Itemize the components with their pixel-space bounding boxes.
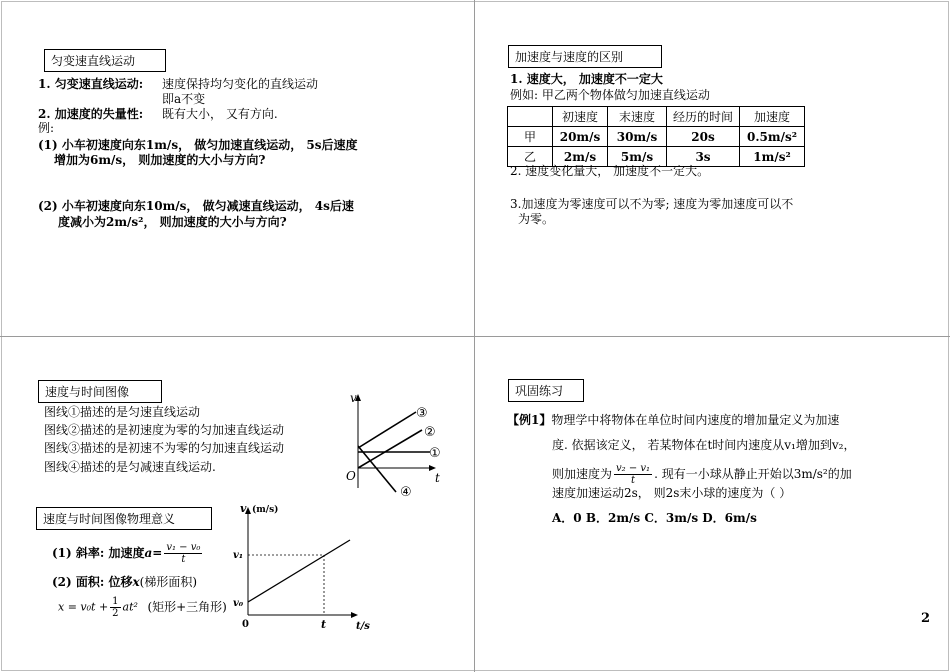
vt-graph-2 <box>228 500 388 634</box>
tl-title: 匀变速直线运动 <box>44 49 166 72</box>
br-p3-fraction <box>614 463 652 486</box>
table-row <box>508 127 805 147</box>
tl-q1b: 增加为6m/s， 则加速度的大小与方向? <box>54 153 266 167</box>
graph2-t-unit: t/s <box>356 621 370 632</box>
tr-l2: 例如: 甲乙两个物体做匀加速直线运动 <box>510 88 710 102</box>
slope-num: v₁ − v₀ <box>166 542 201 553</box>
tr-l4b: 为零。 <box>518 212 555 226</box>
tl-q2a: (2) 小车初速度向东10m/s， 做匀减速直线运动， 4s后速 <box>38 199 354 213</box>
tl-q1a: (1) 小车初速度向东1m/s， 做匀加速直线运动， 5s后速度 <box>38 138 358 152</box>
area-frac-den: 2 <box>112 608 119 619</box>
area-x-var: x <box>132 575 140 589</box>
table-cell: 2m/s <box>553 147 608 167</box>
tl-q2b: 度减小为2m/s²， 则加速度的大小与方向? <box>58 215 287 229</box>
acceleration-table <box>507 106 805 167</box>
tr-l4a: 3.加速度为零速度可以不为零; 速度为零加速度可以不 <box>510 197 794 211</box>
area-line <box>52 575 197 590</box>
slope-eq: = <box>152 546 163 560</box>
tl-l3: 例: <box>38 121 55 135</box>
br-p2: 度. 依据该定义， 若某物体在t时间内速度从v₁增加到v₂， <box>552 438 856 452</box>
table-cell: 经历的时间 <box>667 107 740 127</box>
bl-title2: 速度与时间图像物理意义 <box>36 507 212 530</box>
br-ex-tag: 【例1】 <box>507 413 552 427</box>
table-cell: 5m/s <box>608 147 667 167</box>
horizontal-divider <box>0 336 950 337</box>
line-3 <box>358 412 416 448</box>
bl-item-2: 图线②描述的是初速度为零的匀加速直线运动 <box>44 423 285 437</box>
tl-l1c: 即a不变 <box>162 92 206 106</box>
slope-fraction <box>164 542 202 565</box>
tr-l1: 1. 速度大， 加速度不一定大 <box>510 72 663 86</box>
graph1-label-3: ③ <box>416 406 428 421</box>
velocity-line <box>248 540 350 602</box>
graph2-v-unit: (m/s) <box>252 505 279 515</box>
table-cell: 甲 <box>508 127 553 147</box>
graph2-v1-label: v₁ <box>233 550 244 561</box>
bl-item-4: 图线④描述的是匀减速直线运动. <box>44 460 216 474</box>
br-options: A．0 B．2m/s C．3m/s D．6m/s <box>552 511 757 525</box>
slope-line <box>52 542 204 565</box>
table-cell: 30m/s <box>608 127 667 147</box>
table-cell: 0.5m/s² <box>740 127 805 147</box>
graph2-t-mark: t <box>321 618 327 631</box>
vt-graph-1 <box>340 388 460 503</box>
graph1-v-label: v <box>350 391 357 405</box>
table-cell: 末速度 <box>608 107 667 127</box>
tr-title: 加速度与速度的区别 <box>508 45 662 68</box>
area-note: (矩形+三角形) <box>147 599 227 614</box>
slope-label: (1) 斜率: 加速度 <box>52 546 145 560</box>
area-formula-b: at² <box>122 600 138 614</box>
line-4 <box>358 446 396 492</box>
graph2-v-label: v <box>240 502 247 515</box>
table-cell: 乙 <box>508 147 553 167</box>
area-paren: (梯形面积) <box>139 575 198 589</box>
table-cell: 1m/s² <box>740 147 805 167</box>
t-axis-arrow <box>351 612 358 618</box>
tl-l1b: 速度保持均匀变化的直线运动 <box>162 77 319 91</box>
table-cell: 加速度 <box>740 107 805 127</box>
br-p3a: 则加速度为 <box>552 467 613 481</box>
tl-l2b: 既有大小， 又有方向. <box>162 107 278 121</box>
area-fraction <box>110 596 120 619</box>
br-title: 巩固练习 <box>508 379 584 402</box>
graph1-label-1: ① <box>429 446 441 461</box>
graph1-t-label: t <box>435 471 440 485</box>
area-label: (2) 面积: 位移 <box>52 575 133 589</box>
table-cell: 20s <box>667 127 740 147</box>
graph1-label-2: ② <box>424 425 436 440</box>
graph2-v0-label: v₀ <box>233 598 244 609</box>
slope-a-var: a <box>144 546 153 560</box>
area-frac-num: 1 <box>112 596 119 607</box>
table-header-row <box>508 107 805 127</box>
area-formula-a: x = v₀t + <box>58 600 109 614</box>
tl-l2a: 2. 加速度的失量性: <box>38 107 144 121</box>
area-formula <box>58 596 227 619</box>
tr-l3: 2. 速度变化量大， 加速度不一定大。 <box>510 164 710 178</box>
table-cell: 20m/s <box>553 127 608 147</box>
br-p3-den: t <box>631 475 636 486</box>
graph1-origin-label: O <box>346 469 356 483</box>
table-cell: 初速度 <box>553 107 608 127</box>
br-p3-num: v₂ − v₁ <box>616 463 651 474</box>
graph2-zero-label: 0 <box>242 619 249 630</box>
tl-l1a: 1. 匀变速直线运动: <box>38 77 144 91</box>
bl-item-1: 图线①描述的是匀速直线运动 <box>44 405 201 419</box>
br-p1-text: 物理学中将物体在单位时间内速度的增加量定义为加速 <box>551 413 840 427</box>
br-p3b: . 现有一小球从静止开始以3m/s²的加 <box>654 467 852 481</box>
table-cell <box>508 107 553 127</box>
bl-title1: 速度与时间图像 <box>38 380 162 403</box>
line-2 <box>358 430 422 468</box>
br-p1 <box>507 413 839 428</box>
graph1-label-4: ④ <box>400 485 412 500</box>
bl-item-3: 图线③描述的是初速不为零的匀加速直线运动 <box>44 441 285 455</box>
br-p3 <box>552 463 852 486</box>
page-number: 2 <box>921 611 931 626</box>
table-cell: 3s <box>667 147 740 167</box>
br-p4: 速度加速运动2s， 则2s末小球的速度为（ ） <box>552 486 792 500</box>
slope-den: t <box>181 554 186 565</box>
